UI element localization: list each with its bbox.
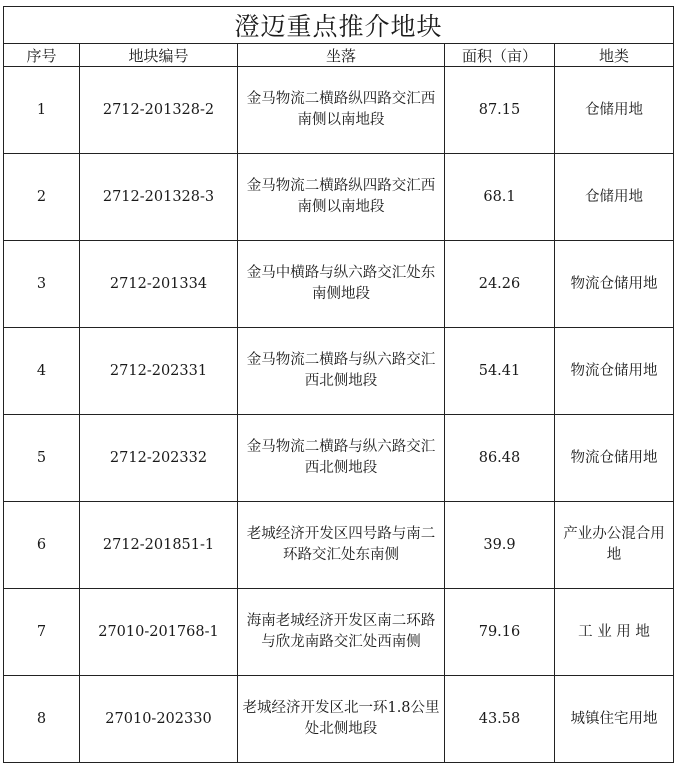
header-area: 面积（亩） [445, 44, 555, 67]
header-row [4, 44, 674, 67]
cell-location [238, 328, 445, 415]
cell-serial-number: 5 [4, 415, 80, 502]
location-text: 海南老城经济开发区南二环路与欣龙南路交汇处西南侧 [246, 613, 436, 650]
location-text: 金马物流二横路纵四路交汇西南侧以南地段 [246, 91, 436, 128]
header-parcel-code: 地块编号 [80, 44, 238, 67]
cell-location [238, 589, 445, 676]
table-row [4, 67, 674, 154]
cell-parcel-code: 2712-202331 [80, 328, 238, 415]
cell-parcel-code: 27010-201768-1 [80, 589, 238, 676]
land-type-text: 城镇住宅用地 [570, 710, 658, 727]
cell-land-type [555, 589, 674, 676]
cell-parcel-code: 2712-201334 [80, 241, 238, 328]
cell-area: 87.15 [445, 67, 555, 154]
cell-area: 79.16 [445, 589, 555, 676]
cell-land-type [555, 154, 674, 241]
land-type-text: 产业办公混合用地 [563, 526, 665, 563]
table-row [4, 589, 674, 676]
cell-parcel-code: 2712-201328-3 [80, 154, 238, 241]
land-type-text: 仓储用地 [585, 101, 644, 118]
cell-area: 54.41 [445, 328, 555, 415]
cell-location [238, 502, 445, 589]
land-type-text: 仓储用地 [585, 188, 644, 205]
cell-parcel-code: 27010-202330 [80, 676, 238, 763]
land-type-text: 工 业 用 地 [578, 623, 650, 640]
location-text: 金马物流二横路与纵六路交汇西北侧地段 [246, 439, 436, 476]
cell-serial-number: 8 [4, 676, 80, 763]
land-type-text: 物流仓储用地 [570, 449, 658, 466]
cell-parcel-code: 2712-201851-1 [80, 502, 238, 589]
land-type-text: 物流仓储用地 [570, 362, 658, 379]
table-title: 澄迈重点推介地块 [4, 7, 674, 44]
cell-location [238, 67, 445, 154]
cell-parcel-code: 2712-201328-2 [80, 67, 238, 154]
cell-land-type [555, 67, 674, 154]
cell-land-type [555, 502, 674, 589]
cell-serial-number: 2 [4, 154, 80, 241]
cell-land-type [555, 676, 674, 763]
cell-serial-number: 4 [4, 328, 80, 415]
cell-land-type [555, 415, 674, 502]
cell-serial-number: 7 [4, 589, 80, 676]
table-row [4, 328, 674, 415]
table-row [4, 415, 674, 502]
cell-area: 68.1 [445, 154, 555, 241]
location-text: 金马中横路与纵六路交汇处东南侧地段 [246, 265, 436, 302]
cell-area: 43.58 [445, 676, 555, 763]
cell-area: 39.9 [445, 502, 555, 589]
table-row [4, 154, 674, 241]
cell-serial-number: 6 [4, 502, 80, 589]
table-row [4, 502, 674, 589]
location-text: 金马物流二横路与纵六路交汇西北侧地段 [246, 352, 436, 389]
location-text: 老城经济开发区北一环1.8公里处北侧地段 [242, 700, 440, 737]
location-text: 老城经济开发区四号路与南二环路交汇处东南侧 [246, 526, 436, 563]
cell-serial-number: 3 [4, 241, 80, 328]
cell-location [238, 415, 445, 502]
cell-parcel-code: 2712-202332 [80, 415, 238, 502]
header-location: 坐落 [238, 44, 445, 67]
cell-area: 86.48 [445, 415, 555, 502]
cell-land-type [555, 241, 674, 328]
header-land-type: 地类 [555, 44, 674, 67]
title-row [4, 7, 674, 44]
land-parcel-table-sheet [3, 6, 673, 766]
table-row [4, 676, 674, 763]
land-type-text: 物流仓储用地 [570, 275, 658, 292]
table-row [4, 241, 674, 328]
cell-land-type [555, 328, 674, 415]
cell-location [238, 676, 445, 763]
cell-location [238, 241, 445, 328]
cell-area: 24.26 [445, 241, 555, 328]
land-parcel-table [3, 6, 674, 763]
location-text: 金马物流二横路纵四路交汇西南侧以南地段 [246, 178, 436, 215]
header-serial-number: 序号 [4, 44, 80, 67]
cell-location [238, 154, 445, 241]
cell-serial-number: 1 [4, 67, 80, 154]
